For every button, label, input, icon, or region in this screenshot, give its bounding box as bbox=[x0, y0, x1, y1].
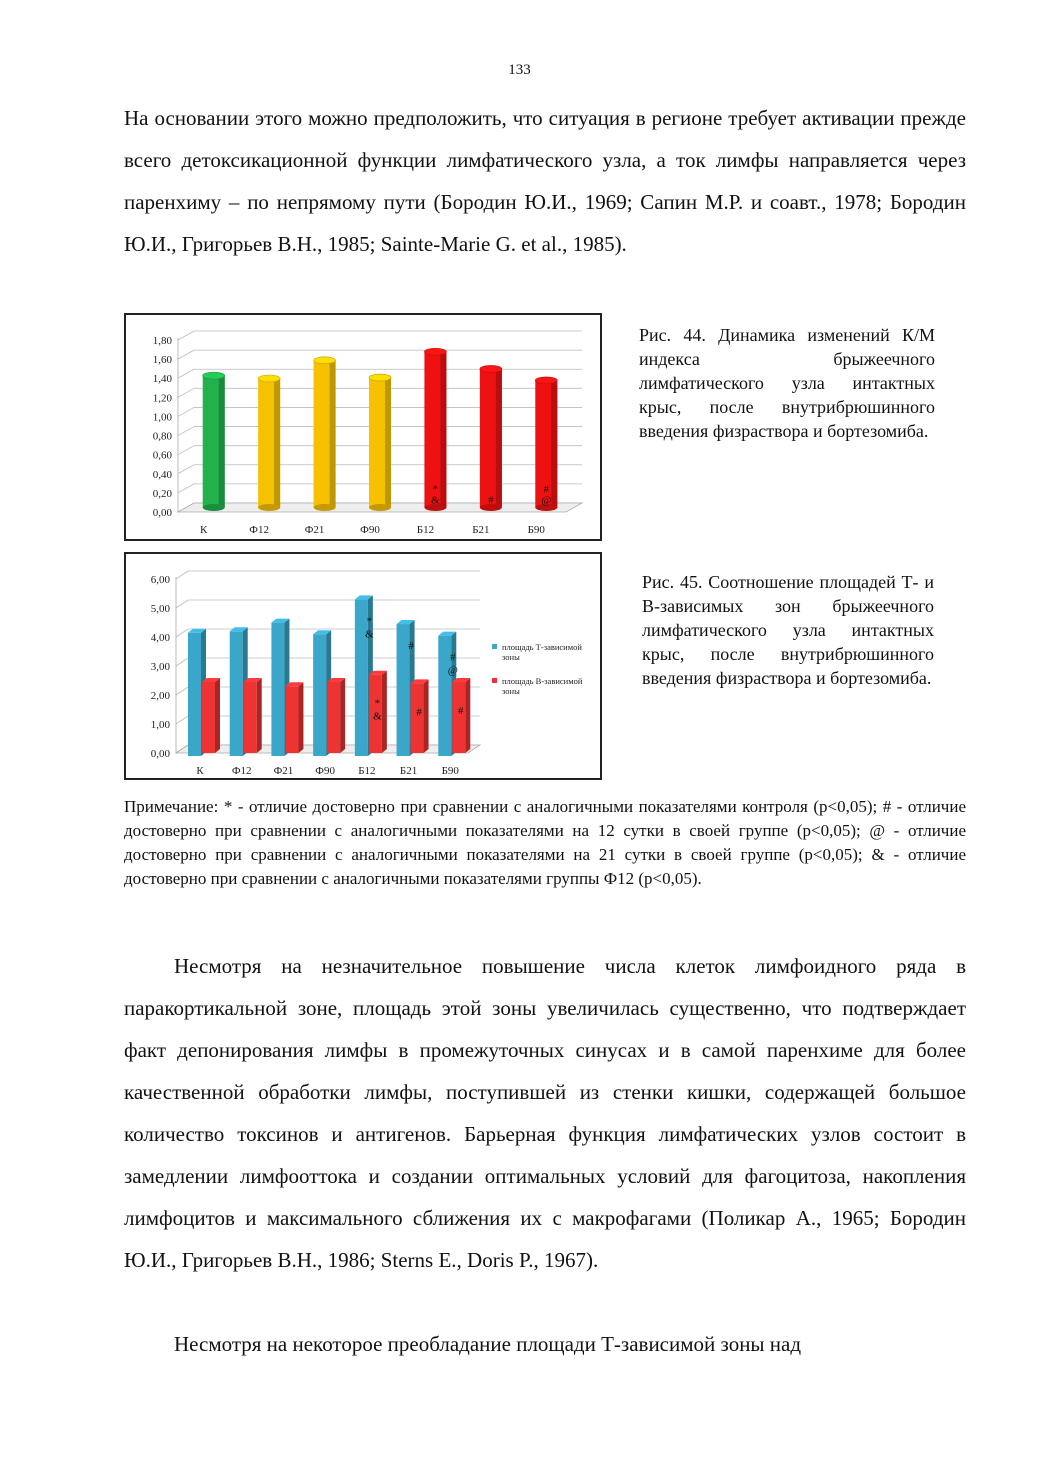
figure-45-caption: Рис. 45. Соотношение площадей Т- и В-зависимых зон брыжеечного лимфатического узла интактных крыс, после внутрибрюшинного введения физраствора и бортезомиба. bbox=[642, 572, 934, 688]
gridline-diag bbox=[176, 687, 188, 695]
significance-marker: & bbox=[373, 710, 382, 723]
x-tick-label: Ф12 bbox=[249, 524, 269, 536]
bar-front bbox=[188, 633, 201, 756]
gridline-diag bbox=[178, 427, 194, 436]
bar-front bbox=[244, 682, 257, 753]
bar-front bbox=[202, 682, 215, 753]
bar-Ф90 bbox=[369, 374, 391, 511]
bar-Ф21 bbox=[314, 357, 336, 511]
legend-label: зоны bbox=[502, 686, 520, 696]
bar-shade bbox=[385, 378, 391, 508]
bar-side bbox=[465, 678, 470, 753]
bar-top bbox=[314, 357, 336, 364]
bar-К bbox=[203, 372, 225, 511]
legend-swatch bbox=[492, 678, 497, 683]
significance-marker: & bbox=[365, 628, 374, 641]
x-tick-label: Ф21 bbox=[304, 524, 325, 536]
bar-front bbox=[285, 686, 298, 753]
gridline-diag bbox=[176, 716, 188, 724]
gridline-diag bbox=[178, 465, 194, 474]
x-tick-label: К bbox=[200, 524, 208, 536]
gridline-diag bbox=[176, 571, 188, 579]
gridline-diag bbox=[176, 629, 188, 637]
gridline-diag bbox=[176, 658, 188, 666]
significance-marker: # bbox=[416, 706, 422, 719]
bar-base bbox=[314, 504, 336, 511]
figure-45 bbox=[124, 552, 602, 780]
significance-marker: * bbox=[432, 483, 439, 496]
legend-label: площадь В-зависимой bbox=[502, 676, 583, 686]
bar-side bbox=[382, 671, 387, 753]
significance-marker: # bbox=[458, 704, 464, 717]
significance-marker: * bbox=[366, 615, 373, 628]
x-tick-label: Б90 bbox=[441, 765, 459, 777]
chart-44 bbox=[126, 315, 600, 539]
y-tick-label: 6,00 bbox=[150, 574, 170, 586]
gridline-diag bbox=[178, 446, 194, 455]
bar-front bbox=[271, 623, 284, 756]
bar-base bbox=[203, 504, 225, 511]
y-tick-label: 3,00 bbox=[150, 661, 170, 673]
gridline-diag bbox=[178, 484, 194, 493]
y-tick-label: 0,40 bbox=[152, 468, 172, 481]
bar-front bbox=[230, 631, 243, 756]
y-tick-label: 0,00 bbox=[152, 507, 172, 519]
paragraph-2: Несмотря на незначительное повышение числа клеток лимфоидного ряда в паракортикальной зоне, площадь этой зоны увеличилась существенно, что подтверждает факт депонирования лимфы в промежуточных синусах и в самой паренхиме для более качественной обработки лимфы, поступившей из стенки кишки, содержащей большое количество токсинов и антигенов. Барьерная функция лимфатических узлов состоит в замедлении лимфооттока и создании оптимальных условий для фагоцитоза, накопления лимфоцитов и максимального сближения их с макрофагами (Поликар А., 1965; Бородин Ю.И., Григорьев В.Н., 1986; Sterns E., Doris P., 1967). bbox=[124, 954, 966, 1272]
bar-base bbox=[258, 504, 280, 511]
bar-Ф90-series-2 bbox=[327, 678, 345, 753]
bar-shade bbox=[551, 380, 557, 507]
bar-top bbox=[424, 348, 446, 355]
y-tick-label: 4,00 bbox=[150, 632, 170, 644]
figure-note: Примечание: * - отличие достоверно при сравнении с аналогичными показателями контроля (p<0,05); # - отличие достоверно при сравнении с аналогичными показателями на 12 сутки в своей группе (p<0,05); @ - отличие достоверно при сравнении с аналогичными показателями на 21 сутки в своей группе (p<0,05); & - отличие достоверно при сравнении с аналогичными показателями группы Ф12 (p<0,05). bbox=[124, 797, 966, 888]
bar-Ф12-series-2 bbox=[244, 678, 262, 753]
y-tick-label: 0,80 bbox=[152, 430, 172, 443]
bar-shade bbox=[440, 352, 446, 508]
x-tick-label: Б90 bbox=[527, 524, 545, 536]
x-tick-label: Б21 bbox=[399, 765, 418, 777]
y-tick-label: 2,00 bbox=[150, 690, 170, 702]
gridline-diag bbox=[178, 331, 194, 340]
bar-top bbox=[258, 375, 280, 382]
x-tick-label: Ф90 bbox=[360, 524, 380, 536]
legend-label: зоны bbox=[502, 652, 520, 662]
figure-44 bbox=[124, 313, 602, 541]
significance-marker: # bbox=[450, 651, 456, 664]
gridline-diag bbox=[176, 600, 188, 608]
bar-shade bbox=[330, 360, 336, 507]
page-number: 133 bbox=[508, 62, 531, 78]
y-tick-label: 1,40 bbox=[152, 373, 172, 386]
gridline-diag bbox=[178, 350, 194, 359]
gridline-diag bbox=[178, 369, 194, 378]
bar-side bbox=[424, 679, 429, 753]
y-tick-label: 0,20 bbox=[152, 487, 172, 500]
y-tick-label: 1,00 bbox=[152, 411, 172, 424]
legend-label: площадь Т-зависимой bbox=[502, 642, 582, 652]
significance-marker: @ bbox=[541, 494, 552, 507]
significance-marker: & bbox=[431, 494, 440, 507]
figure-44-caption: Рис. 44. Динамика изменений К/М индекса брыжеечного лимфатического узла интактных крыс, после внутрибрюшинного введения физраствора и бортезомиба. bbox=[639, 325, 935, 441]
gridline-diag bbox=[178, 407, 194, 416]
x-tick-label: Ф90 bbox=[315, 765, 335, 777]
bar-shade bbox=[219, 376, 225, 508]
x-tick-label: Б12 bbox=[416, 524, 435, 536]
significance-marker: # bbox=[543, 483, 550, 496]
y-tick-label: 5,00 bbox=[150, 603, 170, 615]
x-tick-label: Б12 bbox=[358, 765, 376, 777]
bar-top bbox=[369, 374, 391, 381]
bar-К-series-2 bbox=[202, 678, 220, 753]
y-tick-label: 1,80 bbox=[152, 335, 172, 347]
x-tick-label: Ф12 bbox=[231, 765, 252, 777]
significance-marker: # bbox=[488, 494, 494, 507]
y-tick-label: 1,60 bbox=[152, 354, 172, 367]
bar-top bbox=[535, 377, 557, 384]
bar-front bbox=[313, 634, 326, 756]
bar-side bbox=[215, 678, 220, 753]
y-tick-label: 1,20 bbox=[152, 392, 172, 405]
bar-front bbox=[452, 682, 465, 753]
bar-side bbox=[257, 678, 262, 753]
significance-marker: @ bbox=[447, 664, 458, 677]
chart-45 bbox=[126, 554, 600, 778]
y-tick-label: 0,60 bbox=[152, 449, 172, 462]
bar-side bbox=[340, 678, 345, 753]
bar-front bbox=[327, 682, 340, 753]
x-tick-label: Б21 bbox=[472, 524, 490, 536]
bar-top bbox=[203, 372, 225, 379]
y-tick-label: 0,00 bbox=[150, 748, 170, 760]
gridline-diag bbox=[178, 388, 194, 397]
bar-side bbox=[298, 682, 303, 753]
bar-Ф12 bbox=[258, 375, 280, 511]
bar-shade bbox=[496, 369, 502, 508]
bar-Ф21-series-2 bbox=[285, 682, 303, 753]
legend-swatch bbox=[492, 644, 497, 649]
bar-base bbox=[369, 504, 391, 511]
bar-top bbox=[480, 365, 502, 372]
significance-marker: # bbox=[408, 640, 414, 653]
paragraph-1: На основании этого можно предположить, что ситуация в регионе требует активации прежде всего детоксикационной функции лимфатического узла, а ток лимфы направляется через паренхиму – по непрямому пути (Бородин Ю.И., 1969; Сапин М.Р. и соавт., 1978; Бородин Ю.И., Григорьев В.Н., 1985; Sainte-Marie G. et al., 1985). bbox=[124, 106, 966, 256]
y-tick-label: 1,00 bbox=[150, 719, 170, 731]
x-tick-label: Ф21 bbox=[273, 765, 294, 777]
x-tick-label: К bbox=[196, 765, 204, 777]
bar-shade bbox=[274, 379, 280, 508]
significance-marker: * bbox=[374, 697, 381, 710]
paragraph-3: Несмотря на некоторое преобладание площади Т-зависимой зоны над bbox=[174, 1332, 802, 1356]
bar-Б21 bbox=[480, 365, 502, 511]
